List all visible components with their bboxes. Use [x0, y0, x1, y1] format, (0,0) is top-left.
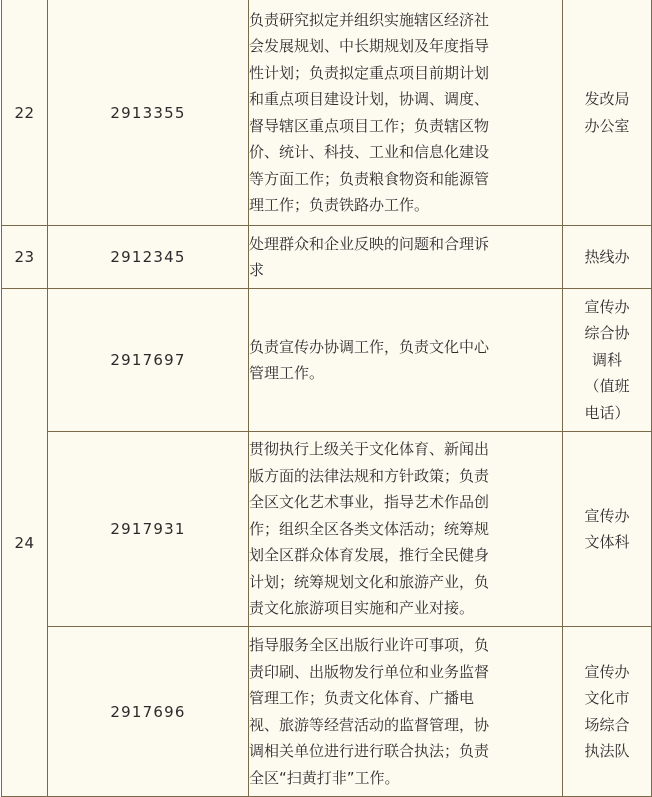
table-row [2, 0, 652, 226]
office-line: 办公室 [584, 116, 630, 135]
office-line: 宣传办 [584, 297, 630, 316]
table-row [2, 289, 652, 432]
duty-line: 视、旅游等经营活动的监督管理，协 [249, 715, 490, 734]
office-line: 宣传办 [584, 662, 630, 681]
duty-line: 贯彻执行上级关于文化体育、新闻出 [249, 440, 490, 459]
duty-line: 计划；统筹规划文化和旅游产业，负 [249, 572, 490, 591]
duty-line: 指导服务全区出版行业许可事项，负 [249, 636, 490, 654]
phone-number: 2917697 [48, 289, 249, 432]
office-line: 场综合 [584, 715, 630, 734]
office-line: 热线办 [584, 247, 630, 266]
duty-line: 全区文化艺术事业，指导艺术作品创 [249, 493, 490, 512]
office-name [563, 627, 652, 797]
directory-table [1, 0, 652, 797]
duty-line: 责文化旅游项目实施和产业对接。 [249, 599, 475, 618]
row-number: 23 [2, 226, 48, 289]
office-line: 综合协 [584, 324, 630, 343]
office-name [563, 289, 652, 432]
table-row [2, 226, 652, 289]
phone-number: 2917696 [48, 627, 249, 797]
duty-description [249, 226, 563, 289]
duty-description [249, 0, 563, 226]
office-line: （值班 [584, 377, 630, 396]
duty-line: 等方面工作；负责粮食物资和能源管 [249, 169, 490, 188]
phone-number: 2912345 [48, 226, 249, 289]
office-name [563, 432, 652, 627]
duty-line: 版方面的法律法规和方针政策；负责 [249, 466, 490, 485]
duty-line: 负责研究拟定并组织实施辖区经济社 [249, 10, 490, 29]
office-name [563, 0, 652, 226]
duty-line: 会发展规划、中长期规划及年度指导 [249, 37, 490, 55]
office-line: 文体科 [584, 533, 630, 551]
duty-description [249, 289, 563, 432]
duty-line: 管理工作；负责文化体育、广播电 [249, 689, 475, 707]
duty-description [249, 432, 563, 627]
duty-line: 价、统计、科技、工业和信息化建设 [249, 143, 490, 161]
office-line: 电话） [584, 403, 630, 422]
duty-line: 调相关单位进行进行联合执法；负责 [249, 742, 490, 760]
office-line: 发改局 [584, 90, 630, 108]
duty-line: 处理群众和企业反映的问题和合理诉 [249, 234, 490, 253]
duty-line: 性计划；负责拟定重点项目前期计划 [249, 63, 490, 82]
duty-line: 督导辖区重点项目工作；负责辖区物 [249, 116, 490, 135]
duty-line: 理工作；负责铁路办工作。 [249, 196, 430, 214]
office-line: 文化市 [584, 689, 630, 707]
table-row [2, 627, 652, 797]
duty-line: 划全区群众体育发展，推行全民健身 [249, 546, 490, 565]
duty-line: 责印刷、出版物发行单位和业务监督 [249, 662, 490, 681]
office-name [563, 226, 652, 289]
duty-line: 和重点项目建设计划，协调、调度、 [249, 90, 490, 108]
duty-line: 作；组织全区各类文体活动；统筹规 [249, 519, 490, 538]
row-number: 22 [2, 0, 48, 226]
duty-line: 全区“扫黄打非”工作。 [249, 768, 400, 787]
duty-line: 求 [249, 261, 265, 279]
office-line: 执法队 [584, 742, 630, 760]
row-number: 24 [2, 289, 48, 797]
phone-number: 2917931 [48, 432, 249, 627]
table-row [2, 432, 652, 627]
duty-description [249, 627, 563, 797]
phone-number: 2913355 [48, 0, 249, 226]
duty-line: 管理工作。 [249, 364, 325, 382]
office-line: 宣传办 [584, 506, 630, 525]
office-line: 调科 [591, 350, 622, 369]
duty-line: 负责宣传办协调工作，负责文化中心 [249, 337, 490, 356]
